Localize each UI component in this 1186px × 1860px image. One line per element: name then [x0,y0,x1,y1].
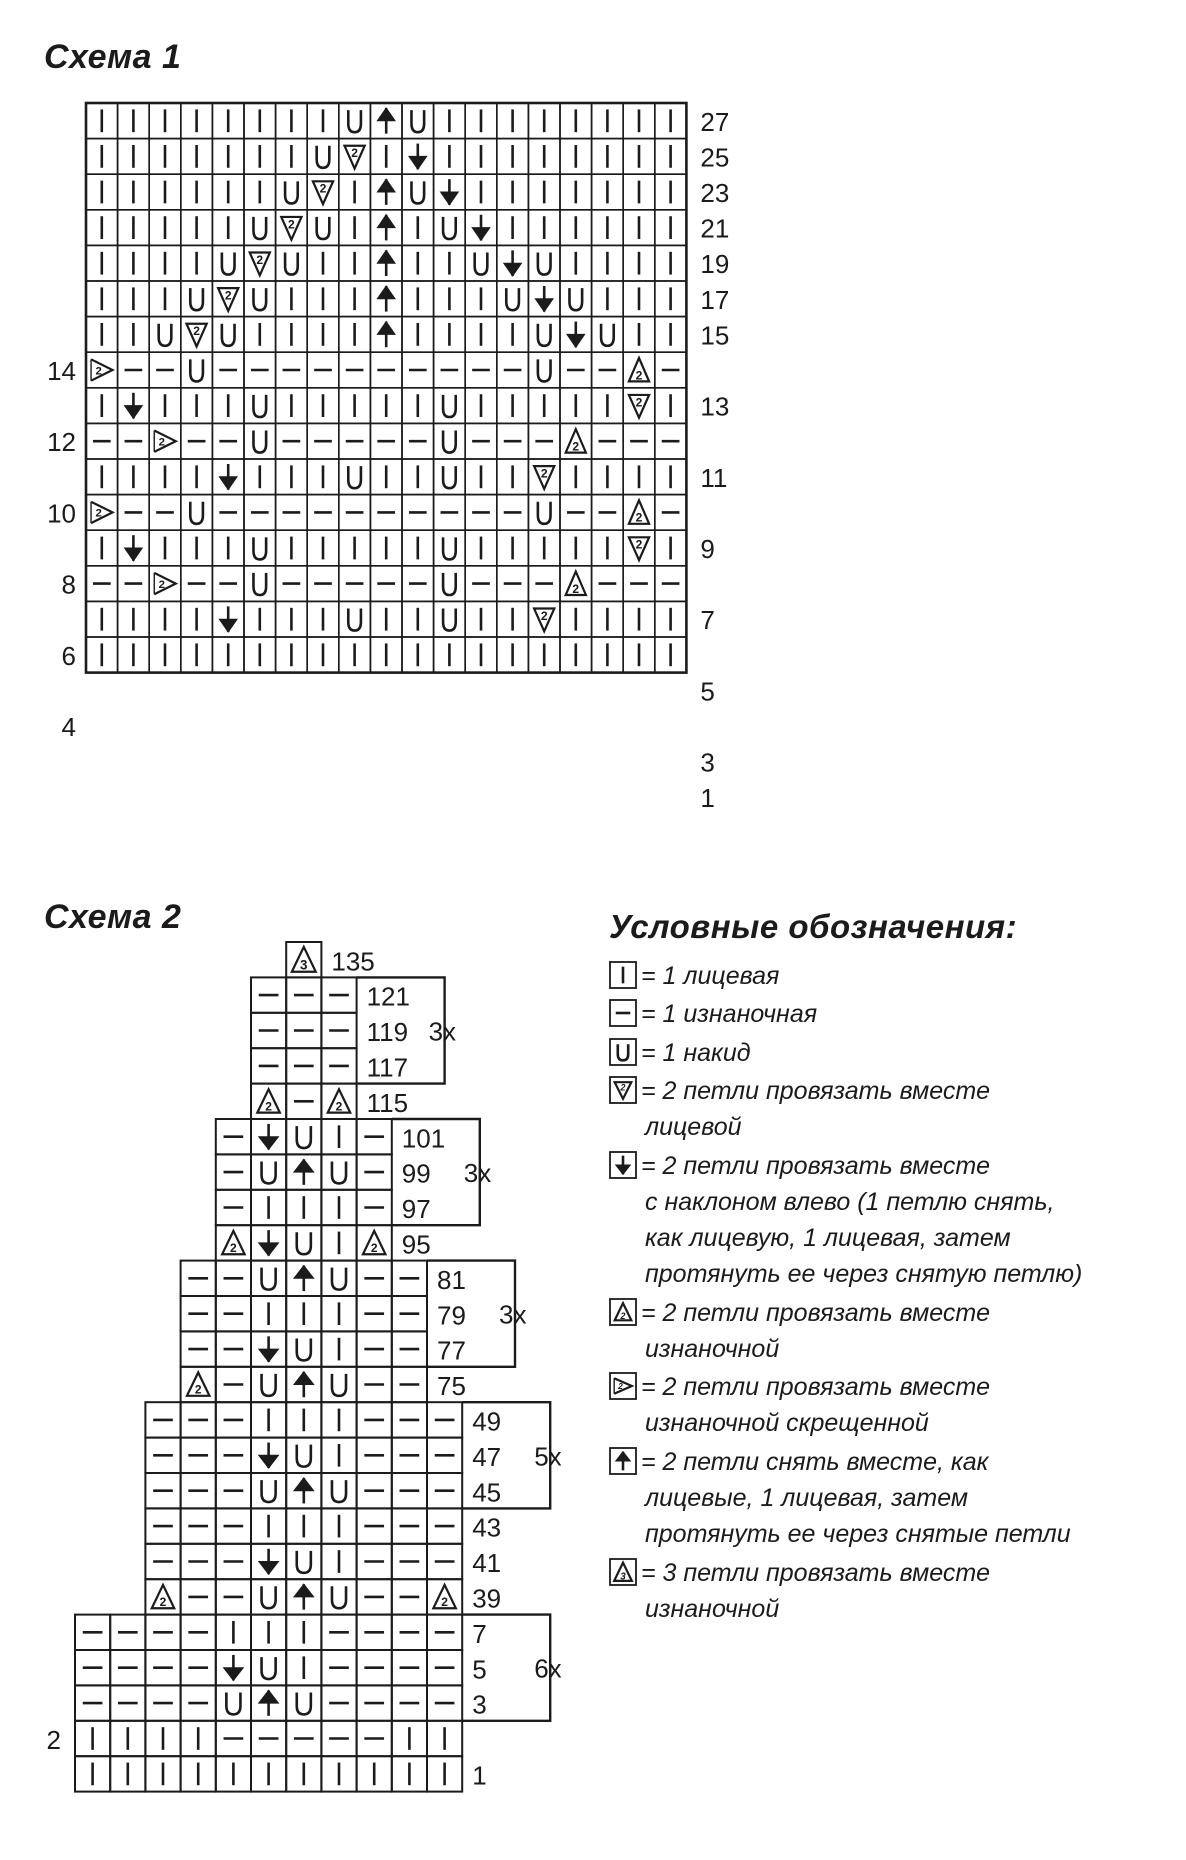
grid-cell-purl-symbol [286,1084,321,1119]
grid-cell-purl-symbol [145,1685,180,1720]
grid-cell-knit-symbol [251,1615,286,1650]
legend-text: = 1 изнаночная [641,1000,818,1029]
grid-cell-yarn-over-symbol [251,1579,286,1614]
grid-cell-purl-symbol [357,1402,392,1437]
p3tog-symbol [609,1558,637,1586]
grid-cell-purl-symbol [357,1650,392,1685]
svg-text:2: 2 [618,1381,623,1392]
legend-text: = 2 петли снять вместе, как [641,1447,989,1476]
grid-cell-purl-symbol [427,1685,462,1720]
svg-text:2: 2 [224,288,232,303]
grid-cell-purl-symbol [145,1544,180,1579]
grid-cell-knit-symbol [321,1756,356,1791]
grid-cell-purl-symbol [216,1261,251,1296]
grid-cell-knit-symbol [75,1756,110,1791]
grid-cell-ssk-symbol [216,1650,251,1685]
svg-text:2: 2 [572,439,580,454]
row-number: 4 [61,711,76,742]
grid-cell-purl-symbol [75,1685,110,1720]
repeat-count: 3x [428,1016,457,1047]
purl-symbol [609,999,637,1027]
grid-cell-p2tog-symbol [216,1225,251,1260]
grid-cell-purl-symbol [427,1473,462,1508]
grid-cell-knit-symbol [251,1296,286,1331]
row-number: 9 [700,533,715,564]
grid-cell-purl-symbol [181,1402,216,1437]
legend-text: = 2 петли провязать вместе [641,1076,991,1105]
svg-text:2: 2 [335,1099,343,1114]
row-number: 135 [331,946,375,977]
grid-cell-purl-symbol [321,1615,356,1650]
grid-cell-purl-symbol [286,1721,321,1756]
grid-cell-knit-symbol [427,1721,462,1756]
svg-text:2: 2 [95,365,102,378]
grid-cell-knit-symbol [181,1721,216,1756]
row-number: 97 [401,1194,431,1225]
grid-cell-knit-symbol [216,1615,251,1650]
grid-cell-ssk-symbol [251,1225,286,1260]
grid-cell-yarn-over-symbol [251,1261,286,1296]
grid-cell-s2kp-symbol [251,1685,286,1720]
grid-cell-purl-symbol [216,1544,251,1579]
grid-cell-s2kp-symbol [286,1261,321,1296]
grid-cell-purl-symbol [427,1508,462,1543]
p2tog-symbol [609,1298,637,1326]
row-number: 95 [401,1229,431,1260]
row-number: 47 [472,1441,502,1472]
svg-text:2: 2 [95,507,102,520]
grid-cell-purl-symbol [392,1296,427,1331]
grid-cell-purl-symbol [181,1331,216,1366]
svg-text:2: 2 [370,1241,378,1256]
grid-cell-knit-symbol [145,1756,180,1791]
svg-text:2: 2 [288,217,295,232]
grid-cell-purl-symbol [357,1438,392,1473]
grid-cell-purl-symbol [357,1544,392,1579]
svg-text:2: 2 [265,1099,272,1114]
grid-cell-purl-symbol [321,1721,356,1756]
svg-text:2: 2 [159,1595,167,1610]
p2tog-tbl-symbol [609,1372,637,1400]
grid-cell-purl-symbol [181,1473,216,1508]
grid-cell-purl-symbol [357,1190,392,1225]
grid-cell-purl-symbol [357,1367,392,1402]
svg-text:2: 2 [572,581,580,596]
svg-text:2: 2 [230,1241,237,1256]
grid-cell-purl-symbol [392,1367,427,1402]
grid-cell-yarn-over-symbol [251,1473,286,1508]
grid-cell-s2kp-symbol [286,1579,321,1614]
repeat-count: 3x [463,1158,492,1189]
knit-symbol [609,961,637,989]
grid-cell-purl-symbol [181,1685,216,1720]
grid-cell-purl-symbol [392,1650,427,1685]
row-number: 8 [61,569,76,600]
grid-cell-purl-symbol [216,1154,251,1189]
row-number: 11 [700,462,728,493]
grid-cell-purl-symbol [110,1615,145,1650]
grid-cell-knit-symbol [392,1756,427,1791]
grid-cell-purl-symbol [357,1296,392,1331]
schema-1-title: Схема 1 [44,38,182,76]
grid-cell-knit-symbol [110,1721,145,1756]
grid-cell-purl-symbol [145,1402,180,1437]
grid-cell-p2tog-symbol [251,1084,286,1119]
row-number: 5 [472,1654,487,1685]
grid-cell-knit-symbol [286,1615,321,1650]
grid-cell-ssk-symbol [251,1438,286,1473]
grid-cell-purl-symbol [427,1650,462,1685]
grid-cell-yarn-over-symbol [321,1473,356,1508]
grid-cell-purl-symbol [357,1721,392,1756]
row-number: 14 [47,355,76,386]
legend-text: лицевые, 1 лицевая, затем [645,1483,968,1512]
grid-cell-knit-symbol [251,1402,286,1437]
grid-cell-purl-symbol [321,1048,356,1083]
svg-text:2: 2 [319,181,327,196]
grid-cell-knit-symbol [321,1508,356,1543]
legend-text: = 1 накид [641,1038,751,1067]
legend-text: лицевой [645,1112,742,1141]
legend-text: изнаночной [645,1594,780,1623]
row-number: 1 [700,783,715,814]
grid-cell-purl-symbol [286,1048,321,1083]
grid-cell-yarn-over-symbol [251,1650,286,1685]
legend-text: изнаночной [645,1334,780,1363]
row-number: 2 [46,1725,61,1756]
row-number: 7 [472,1618,487,1649]
yarn-over-symbol [609,1038,637,1066]
legend-text: = 2 петли провязать вместе [641,1373,991,1402]
row-number: 5 [700,676,715,707]
legend-text: = 1 лицевая [641,962,780,990]
grid-cell-purl-symbol [321,1685,356,1720]
grid-cell-p2tog-symbol [357,1225,392,1260]
row-number: 79 [437,1300,466,1331]
row-number: 3 [472,1689,487,1720]
svg-text:2: 2 [635,368,643,383]
grid-cell-yarn-over-symbol [286,1544,321,1579]
grid-cell-p3tog-symbol [286,942,321,977]
grid-cell-purl-symbol [392,1544,427,1579]
svg-text:2: 2 [635,537,643,552]
grid-cell-yarn-over-symbol [251,1367,286,1402]
row-number: 39 [472,1583,502,1614]
grid-cell-purl-symbol [251,1721,286,1756]
grid-cell-knit-symbol [357,1756,392,1791]
row-number: 21 [700,213,730,244]
svg-text:2: 2 [635,510,643,525]
grid-cell-knit-symbol [251,1508,286,1543]
s2kp-symbol [609,1447,637,1475]
row-number: 13 [700,391,730,422]
row-number: 43 [472,1512,502,1543]
row-number: 17 [700,284,730,315]
repeat-count: 6x [534,1653,562,1684]
grid-cell-purl-symbol [392,1615,427,1650]
grid-cell-yarn-over-symbol [321,1154,356,1189]
grid-cell-purl-symbol [145,1650,180,1685]
legend-title: Условные обозначения: [609,908,1018,945]
row-number: 75 [437,1371,466,1402]
grid-cell-knit-symbol [321,1190,356,1225]
grid-cell-s2kp-symbol [286,1367,321,1402]
grid-cell-yarn-over-symbol [286,1119,321,1154]
grid-cell-purl-symbol [216,1367,251,1402]
grid-cell-purl-symbol [216,1473,251,1508]
svg-text:2: 2 [620,1082,626,1093]
grid-cell-knit-symbol [286,1296,321,1331]
grid-cell-purl-symbol [181,1261,216,1296]
grid-cell-purl-symbol [357,1615,392,1650]
grid-cell-purl-symbol [392,1579,427,1614]
grid-cell-purl-symbol [357,1473,392,1508]
row-number: 115 [366,1087,409,1118]
grid-cell-p2tog-symbol [181,1367,216,1402]
grid-cell-purl-symbol [216,1119,251,1154]
repeat-count: 3x [499,1299,527,1330]
grid-cell-purl-symbol [216,1331,251,1366]
grid-cell-yarn-over-symbol [321,1261,356,1296]
grid-cell-knit-symbol [251,1190,286,1225]
grid-cell-purl-symbol [427,1438,462,1473]
grid-cell-purl-symbol [357,1154,392,1189]
row-number: 27 [700,106,730,137]
grid-cell-knit-symbol [321,1331,356,1366]
legend-text: с наклоном влево (1 петлю снять, [645,1187,1055,1216]
grid-cell-s2kp-symbol [286,1154,321,1189]
grid-cell-knit-symbol [321,1225,356,1260]
grid-cell-purl-symbol [357,1579,392,1614]
grid-cell-ssk-symbol [251,1331,286,1366]
legend-text: изнаночной скрещенной [645,1409,929,1438]
grid-cell-purl-symbol [145,1615,180,1650]
grid-cell-p2tog-symbol [321,1084,356,1119]
grid-cell-purl-symbol [321,1650,356,1685]
row-number: 101 [401,1123,446,1154]
grid-cell-purl-symbol [216,1296,251,1331]
grid-cell-purl-symbol [321,1013,356,1048]
legend-text: как лицевую, 1 лицевая, затем [645,1223,1011,1252]
grid-cell-knit-symbol [216,1756,251,1791]
row-number: 45 [472,1477,502,1508]
grid-cell-yarn-over-symbol [321,1579,356,1614]
grid-cell-purl-symbol [181,1544,216,1579]
grid-cell-knit-symbol [427,1756,462,1791]
grid-cell-purl-symbol [181,1650,216,1685]
k2tog-symbol [609,1076,637,1104]
legend-item-k2tog [609,1073,990,1145]
svg-text:2: 2 [256,252,264,267]
grid-cell-knit-symbol [321,1402,356,1437]
row-number: 49 [472,1406,502,1437]
grid-cell-purl-symbol [216,1402,251,1437]
grid-cell-ssk-symbol [251,1119,286,1154]
legend-item-p2tog [609,1295,990,1367]
svg-text:2: 2 [158,578,166,591]
row-number: 77 [437,1335,466,1366]
row-number: 119 [366,1017,409,1048]
grid-cell-purl-symbol [392,1402,427,1437]
legend-item-purl [609,996,817,1032]
grid-cell-purl-symbol [392,1508,427,1543]
grid-cell-s2kp-symbol [286,1473,321,1508]
svg-text:3: 3 [620,1571,626,1583]
row-number: 1 [472,1760,487,1791]
grid-cell-knit-symbol [321,1438,356,1473]
row-number: 10 [47,498,76,529]
grid-cell-purl-symbol [357,1508,392,1543]
ssk-symbol [609,1151,637,1179]
schema-2-title: Схема 2 [44,898,182,936]
grid-cell-knit-symbol [321,1119,356,1154]
grid-cell-purl-symbol [392,1331,427,1366]
row-number: 81 [437,1264,466,1295]
legend-text: = 2 петли провязать вместе [641,1298,991,1327]
grid-cell-purl-symbol [357,1119,392,1154]
grid-cell-purl-symbol [286,977,321,1012]
grid-cell-knit-symbol [251,1756,286,1791]
grid-cell-yarn-over-symbol [286,1438,321,1473]
grid-cell-purl-symbol [181,1615,216,1650]
legend-text: = 2 петли провязать вместе [641,1151,991,1180]
grid-cell-knit-symbol [286,1650,321,1685]
grid-cell-p2tog-symbol [427,1579,462,1614]
row-number: 23 [700,177,730,208]
repeat-count: 5x [534,1441,562,1472]
legend-item-p3tog [609,1555,990,1627]
grid-cell-knit-symbol [286,1508,321,1543]
legend-item-s2kp [609,1444,1071,1552]
svg-text:2: 2 [193,324,200,339]
grid-cell-purl-symbol [75,1650,110,1685]
grid-cell-purl-symbol [145,1473,180,1508]
grid-cell-purl-symbol [216,1438,251,1473]
grid-cell-purl-symbol [251,1013,286,1048]
grid-cell-yarn-over-symbol [286,1225,321,1260]
grid-cell-knit-symbol [75,1721,110,1756]
grid-cell-yarn-over-symbol [286,1331,321,1366]
grid-cell-purl-symbol [427,1615,462,1650]
grid-cell-purl-symbol [286,1013,321,1048]
grid-cell-yarn-over-symbol [216,1685,251,1720]
grid-cell-purl-symbol [216,1721,251,1756]
row-number: 121 [366,981,410,1012]
row-number: 12 [47,427,76,458]
legend-item-knit [609,958,779,994]
grid-cell-yarn-over-symbol [321,1367,356,1402]
grid-cell-purl-symbol [357,1685,392,1720]
grid-cell-knit-symbol [181,1756,216,1791]
svg-text:2: 2 [635,395,643,410]
grid-cell-yarn-over-symbol [286,1685,321,1720]
row-number: 6 [61,640,76,671]
grid-cell-knit-symbol [286,1190,321,1225]
grid-cell-purl-symbol [181,1296,216,1331]
svg-text:3: 3 [300,957,308,973]
legend-text: протянуть ее через снятые петли [645,1519,1071,1548]
row-number: 25 [700,142,730,173]
grid-cell-p2tog-symbol [145,1579,180,1614]
grid-cell-purl-symbol [392,1473,427,1508]
grid-cell-purl-symbol [216,1579,251,1614]
grid-cell-purl-symbol [392,1438,427,1473]
grid-cell-purl-symbol [251,1048,286,1083]
grid-cell-knit-symbol [110,1756,145,1791]
row-number: 117 [366,1052,409,1083]
svg-text:2: 2 [441,1595,448,1610]
grid-cell-knit-symbol [145,1721,180,1756]
legend-item-yarn-over [609,1035,751,1071]
grid-cell-purl-symbol [392,1261,427,1296]
grid-cell-knit-symbol [286,1402,321,1437]
grid-cell-purl-symbol [75,1615,110,1650]
row-number: 7 [700,605,715,636]
grid-cell-purl-symbol [110,1650,145,1685]
grid-cell-purl-symbol [392,1685,427,1720]
row-number: 99 [401,1158,431,1189]
row-number: 19 [700,249,730,280]
svg-text:2: 2 [194,1382,202,1397]
grid-cell-ssk-symbol [251,1544,286,1579]
grid-cell-purl-symbol [110,1685,145,1720]
grid-cell-purl-symbol [357,1261,392,1296]
legend-text: протянуть ее через снятую петлю) [645,1259,1083,1288]
row-number: 41 [472,1548,502,1579]
legend-item-p2tog-tbl [609,1369,990,1441]
grid-cell-purl-symbol [181,1508,216,1543]
grid-cell-purl-symbol [251,977,286,1012]
grid-cell-purl-symbol [181,1438,216,1473]
row-number: 15 [700,320,730,351]
svg-text:2: 2 [158,436,166,449]
grid-cell-purl-symbol [216,1190,251,1225]
legend-text: = 3 петли провязать вместе [641,1558,991,1587]
grid-cell-purl-symbol [181,1579,216,1614]
grid-cell-purl-symbol [145,1508,180,1543]
grid-cell-purl-symbol [357,1331,392,1366]
grid-cell-knit-symbol [392,1721,427,1756]
svg-text:2: 2 [540,466,548,481]
svg-text:2: 2 [540,608,548,623]
grid-cell-knit-symbol [321,1296,356,1331]
legend-item-ssk [609,1148,1082,1292]
grid-cell-purl-symbol [216,1508,251,1543]
grid-cell-knit-symbol [286,1756,321,1791]
grid-cell-purl-symbol [427,1544,462,1579]
grid-cell-purl-symbol [321,977,356,1012]
grid-cell-purl-symbol [427,1402,462,1437]
grid-cell-purl-symbol [145,1438,180,1473]
svg-text:2: 2 [620,1310,626,1321]
grid-cell-yarn-over-symbol [251,1154,286,1189]
row-number: 3 [700,747,715,778]
grid-cell-knit-symbol [321,1544,356,1579]
svg-text:2: 2 [351,146,358,161]
